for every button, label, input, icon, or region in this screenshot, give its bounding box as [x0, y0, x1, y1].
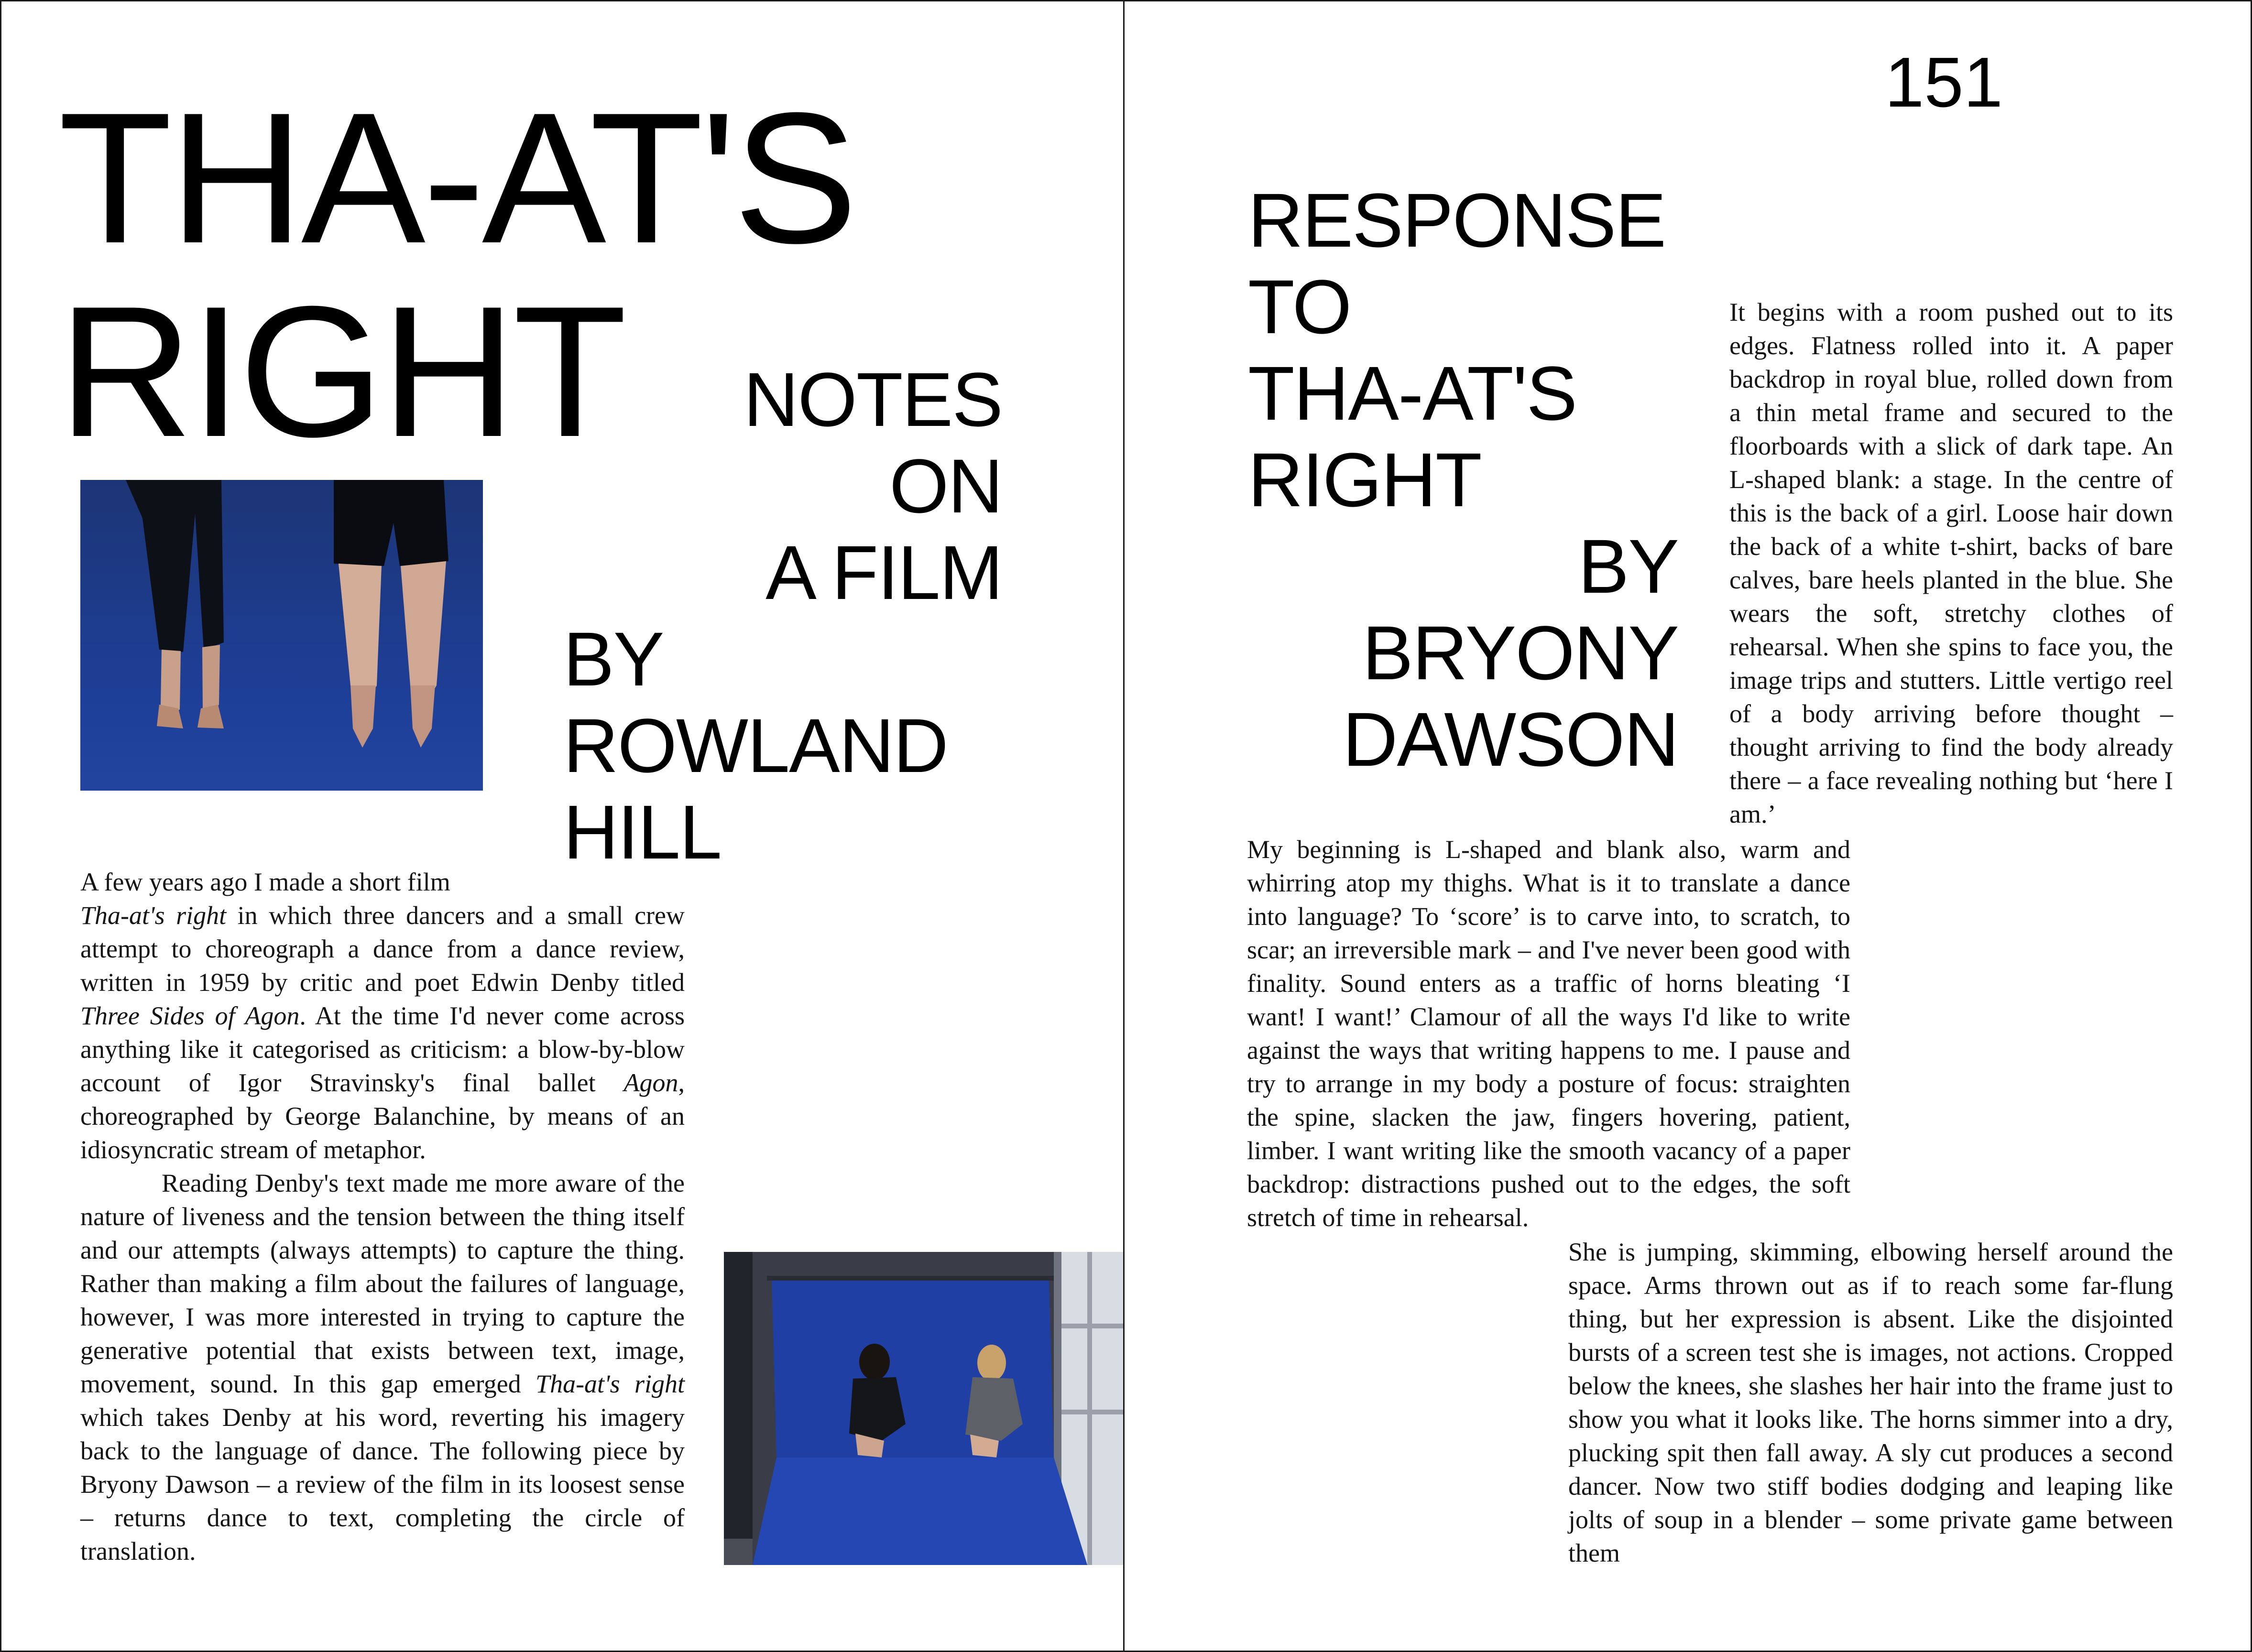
- text-span: Reading Denby's text made me more aware of the nature of liveness and the tension between the thing itself and our attempts (always attempts) to capture the thing. Rather than making a film about the failures of language, however, I was more interested in trying to capture the generative potential that exists between text, image, movement, sound. In this gap emerged: [80, 1169, 685, 1398]
- dancers-legs-photo: [80, 480, 483, 791]
- left-page: [0, 0, 1123, 1652]
- text-block: She is jumping, skimming, elbowing herself around the space. Arms thrown out as if to reach some far-flung thing, but her expression is absent. Like the disjointed bursts of a screen test she is images, not actions. Cropped below the knees, she slashes her hair into the frame just to show you what it looks like. The horns simmer into a dry, plucking spit then fall away. A sly cut produces a second dancer. Now two stiff bodies dodging and leaping like jolts of soup in a blender – some private game between them: [1568, 1238, 2173, 1567]
- byline-line: BY: [563, 616, 664, 702]
- response-byline-line: BRYONY: [1362, 610, 1678, 696]
- article-title-line-1: THA-AT'S: [58, 74, 855, 282]
- response-byline-line: BY: [1578, 523, 1678, 609]
- dancers-studio-photo: [724, 1252, 1123, 1565]
- subtitle-line: NOTES: [743, 357, 1002, 442]
- ballet-title: Agon: [623, 1068, 678, 1097]
- text-span: A few years ago I made a short film: [80, 868, 450, 896]
- article-intro-text: [80, 865, 685, 1568]
- byline-line: ROWLAND: [563, 703, 948, 788]
- film-title: Tha-at's right: [536, 1369, 685, 1398]
- page-number: 151: [1885, 43, 2003, 122]
- response-title-line: RESPONSE: [1248, 177, 1666, 263]
- review-title: Three Sides of Agon: [80, 1001, 300, 1030]
- text-block: My beginning is L-shaped and blank also, warm and whirring atop my thighs. What is it to translate a dance into language? To ‘score’ is to carve into, to scratch, to scar; an irreversible mark – and I've never been good with finality. Sound enters as a traffic of horns bleating ‘I want! I want!’ Clamour of all the ways I'd like to write against the ways that writing happens to me. I pause and try to arrange in my body a posture of focus: straighten the spine, slacken the jaw, fingers hovering, patient, limber. I want writing like the smooth vacancy of a paper backdrop: distractions pushed out to the edges, the soft stretch of time in rehearsal.: [1247, 835, 1850, 1232]
- right-page: [1125, 0, 2252, 1652]
- response-title-line: THA-AT'S: [1248, 350, 1577, 436]
- subtitle-line: A FILM: [765, 530, 1002, 615]
- response-paragraph-1: [1729, 295, 2173, 831]
- text-span: , choreographed by George Balanchine, by means of an idiosyncratic stream of metaphor.: [80, 1068, 685, 1164]
- response-byline-line: DAWSON: [1342, 696, 1678, 782]
- intro-paragraph-2: [80, 1166, 685, 1568]
- text-span: . At the time I'd never come across anything like it categorised as criticism: a blow-by-blow account of Igor Stravinsky's final ballet: [80, 1001, 685, 1097]
- response-title-line: RIGHT: [1248, 437, 1481, 522]
- article-title-line-2: RIGHT: [58, 267, 624, 476]
- byline-line: HILL: [563, 789, 721, 875]
- subtitle-line: ON: [889, 443, 1002, 529]
- response-paragraph-2: [1247, 833, 1850, 1234]
- response-paragraph-3: [1568, 1235, 2173, 1570]
- response-title-line: TO: [1248, 264, 1351, 349]
- film-title: Tha-at's right: [80, 901, 227, 930]
- text-span: in which three dancers and a small crew attempt to choreograph a dance from a dance review, written in 1959 by critic and poet Edwin Denby titled: [80, 901, 685, 997]
- intro-paragraph-1: [80, 865, 685, 1166]
- text-block: It begins with a room pushed out to its edges. Flatness rolled into it. A paper backdrop in royal blue, rolled down from a thin metal frame and secured to the floorboards with a slick of dark tape. An L-shaped blank: a stage. In the centre of this is the back of a girl. Loose hair down the back of a white t-shirt, backs of bare calves, bare heels planted in the blue. She wears the soft, stretchy clothes of rehearsal. When she spins to face you, the image trips and stutters. Little vertigo reel of a body arriving before thought – thought arriving to find the body already there – a face revealing nothing but ‘here I am.’: [1729, 298, 2173, 828]
- text-span: which takes Denby at his word, reverting his imagery back to the language of dance. The following piece by Bryony Dawson – a review of the film in its loosest sense – returns dance to text, completing the circle of translation.: [80, 1403, 685, 1565]
